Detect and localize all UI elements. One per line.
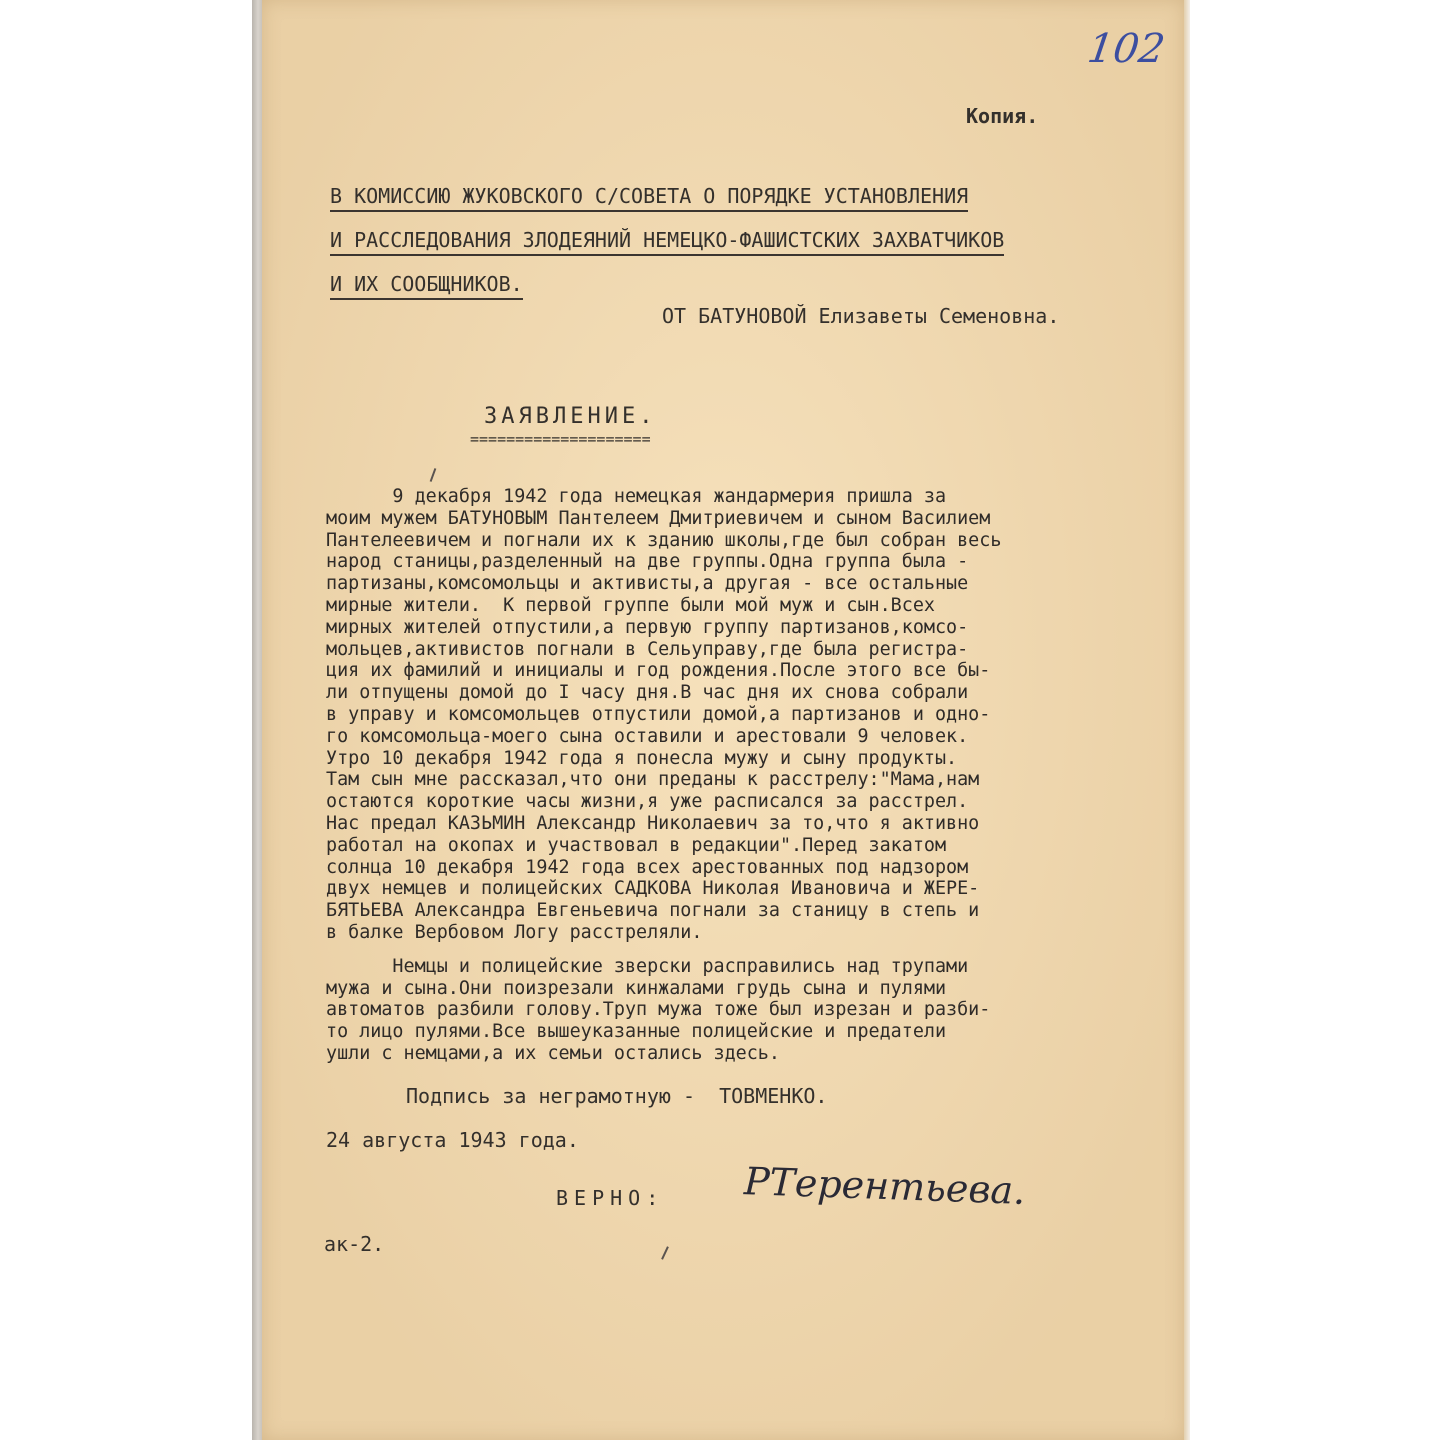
body-line: ли отпущены домой до I часу дня.В час дня их снова собрали xyxy=(326,682,969,704)
body-line: Немцы и полицейские зверски расправились над трупами xyxy=(326,955,969,977)
body-line: Утро 10 декабря 1942 года я понесла мужу и сыну продукты. xyxy=(326,747,958,769)
body-line: 9 декабря 1942 года немецкая жандармерия пришла за xyxy=(326,486,947,507)
body-line: партизаны,комсомольцы и активисты,а другая - все остальные xyxy=(326,573,969,595)
page-binding xyxy=(252,0,262,1440)
page-edge xyxy=(1184,0,1190,1440)
body-line: двух немцев и полицейских САДКОВА Николая Ивановича и ЖЕРЕ- xyxy=(326,878,980,900)
body-line: го комсомольца-моего сына оставили и арестовали 9 человек. xyxy=(326,725,969,747)
body-line: БЯТЬЕВА Александра Евгеньевича погнали за станицу в степь и xyxy=(326,900,980,922)
body-line: народ станицы,разделенный на две группы.Одна группа была - xyxy=(326,551,969,573)
typist-code: ак-2. xyxy=(324,1232,385,1256)
body-line: работал на окопах и участвовал в редакции".Перед закатом xyxy=(326,834,947,856)
addressee-line: И РАССЛЕДОВАНИЯ ЗЛОДЕЯНИЙ НЕМЕЦКО-ФАШИСТСКИХ ЗАХВАТЧИКОВ xyxy=(330,218,1004,262)
addressee-line: И ИХ СООБЩНИКОВ. xyxy=(330,262,1004,306)
body-line: в балке Вербовом Логу расстреляли. xyxy=(326,921,703,943)
body-line: солнца 10 декабря 1942 года всех арестованных под надзором xyxy=(326,856,969,878)
body-line: остаются короткие часы жизни,я уже расписался за расстрел. xyxy=(326,791,969,813)
body-line: моим мужем БАТУНОВЫМ Пантелеем Дмитриевичем и сыном Василием xyxy=(326,507,991,529)
title-underline: ==================== xyxy=(470,430,651,448)
date-line: 24 августа 1943 года. xyxy=(326,1128,579,1152)
body-line: ушли с немцами,а их семьи остались здесь. xyxy=(326,1042,780,1064)
body-line: в управу и комсомольцев отпустили домой,а партизанов и одно- xyxy=(326,703,991,725)
signature-line: Подпись за неграмотную - ТОВМЕНКО. xyxy=(406,1084,828,1108)
verified-label: ВЕРНО: xyxy=(556,1186,665,1210)
addressee-block xyxy=(330,174,1004,306)
body-line: Пантелеевичем и погнали их к зданию школы,где был собран весь xyxy=(326,529,1002,551)
archive-page-number: 102 xyxy=(1084,26,1168,72)
addressee-line: В КОМИССИЮ ЖУКОВСКОГО С/СОВЕТА О ПОРЯДКЕ УСТАНОВЛЕНИЯ xyxy=(330,174,1004,218)
body-line: Там сын мне рассказал,что они преданы к расстрелу:"Мама,нам xyxy=(326,769,980,791)
body-line: мужа и сына.Они поизрезали кинжалами грудь сына и пулями xyxy=(326,977,947,999)
body-line: мольцев,активистов погнали в Сельуправу,где была регистра- xyxy=(326,638,969,660)
verifier-signature: РТерентьева. xyxy=(743,1159,1026,1213)
body-line: ция их фамилий и инициалы и год рождения.После этого все бы- xyxy=(326,660,991,682)
statement-body xyxy=(326,486,1162,1065)
body-line: Нас предал КАЗЬМИН Александр Николаевич за то,что я активно xyxy=(326,812,980,834)
document-title: ЗАЯВЛЕНИЕ. xyxy=(484,404,657,429)
body-line: автоматов разбили голову.Труп мужа тоже был изрезан и разби- xyxy=(326,999,991,1021)
body-line: мирные жители. К первой группе были мой муж и сын.Всех xyxy=(326,594,935,616)
body-line: мирных жителей отпустили,а первую группу партизанов,комсо- xyxy=(326,616,969,638)
copy-mark: Копия. xyxy=(966,104,1039,128)
paragraph-gap xyxy=(326,944,1162,956)
body-line: то лицо пулями.Все вышеуказанные полицейские и предатели xyxy=(326,1021,947,1043)
sender-line: ОТ БАТУНОВОЙ Елизаветы Семеновна. xyxy=(662,304,1060,328)
